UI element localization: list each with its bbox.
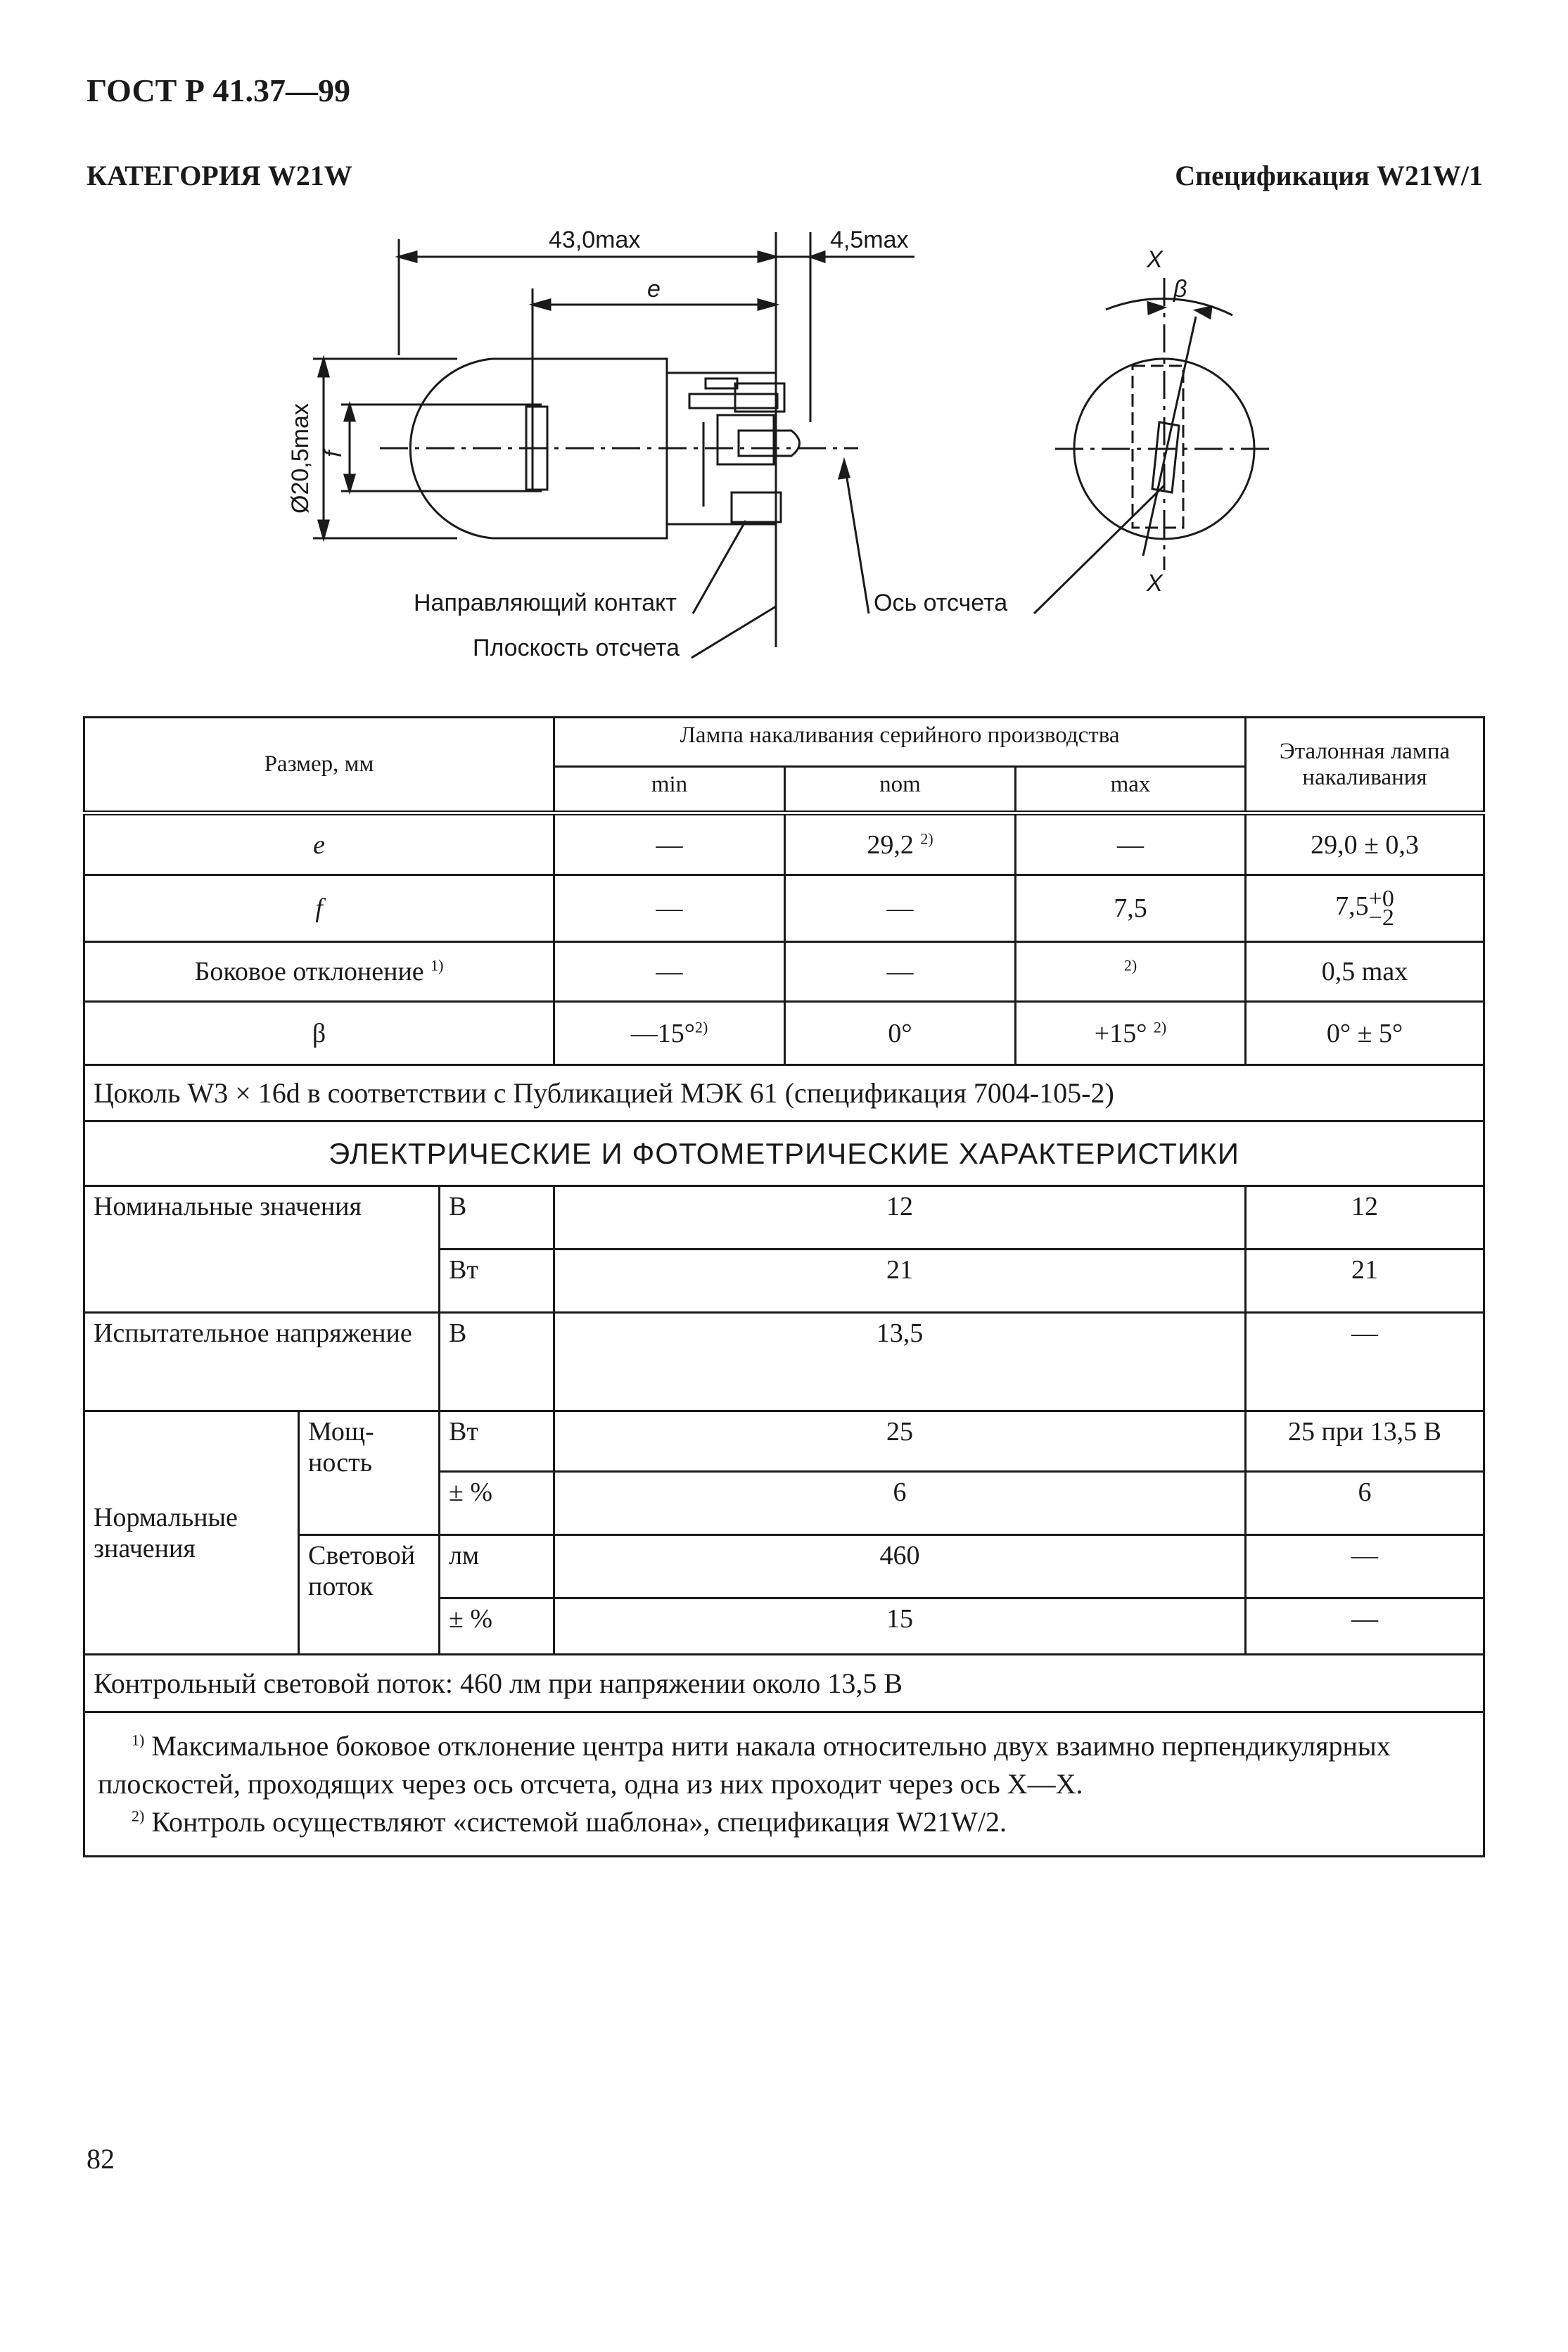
footnotes xyxy=(84,1712,1484,1857)
dim-diameter-label: Ø20,5max xyxy=(287,403,314,514)
test-voltage-etalon: — xyxy=(1246,1313,1484,1411)
flux-serial: 460 xyxy=(554,1535,1246,1598)
page-number: 82 xyxy=(87,2143,115,2175)
flux-tol-serial: 15 xyxy=(554,1598,1246,1655)
etalon-lamp-header: Эталонная лампа накаливания xyxy=(1246,718,1484,813)
row-beta-max: +15° $^{2)}$ xyxy=(1016,1002,1246,1065)
row-e-etalon: 29,0 ± 0,3 xyxy=(1246,813,1484,875)
max-header: max xyxy=(1016,767,1246,813)
power-unit: Вт xyxy=(440,1411,554,1472)
section-title: ЭЛЕКТРИЧЕСКИЕ И ФОТОМЕТРИЧЕСКИЕ ХАРАКТЕРИСТИКИ xyxy=(84,1121,1484,1186)
test-voltage-serial: 13,5 xyxy=(554,1313,1246,1411)
ref-plane-label: Плоскость отсчета xyxy=(473,635,680,661)
flux-label: Световой поток xyxy=(299,1535,440,1655)
power-serial: 25 xyxy=(554,1411,1246,1472)
test-voltage-unit: В xyxy=(440,1313,554,1411)
table-row xyxy=(84,875,1484,942)
nominal-unit-v: В xyxy=(440,1186,554,1250)
flux-etalon: — xyxy=(1246,1535,1484,1598)
dim-cap-label: 4,5max xyxy=(830,227,909,253)
control-flux-line: Контрольный световой поток: 460 лм при напряжении около 13,5 В xyxy=(84,1655,1484,1712)
lamp-drawing xyxy=(0,211,1568,689)
dim-length-label: 43,0max xyxy=(549,227,641,253)
power-tol-etalon: 6 xyxy=(1246,1472,1484,1535)
flux-tol-etalon: — xyxy=(1246,1598,1484,1655)
footnote-2: $^{2)}$ Контроль осуществляют «системой шаблона», спецификация W21W/2. xyxy=(132,1806,1007,1838)
nominal-label: Номинальные значения xyxy=(84,1186,440,1313)
power-tol-serial: 6 xyxy=(554,1472,1246,1535)
specification-table xyxy=(83,716,1485,1857)
serial-lamp-header: Лампа накаливания серийного производства xyxy=(554,718,1246,767)
row-lateral-nom: — xyxy=(785,942,1016,1002)
row-lateral-min: — xyxy=(554,942,785,1002)
nominal-serial-v: 12 xyxy=(554,1186,1246,1250)
row-beta-name: β xyxy=(84,1002,554,1065)
table-row xyxy=(84,1186,1484,1250)
nom-header: nom xyxy=(785,767,1016,813)
row-f-max: 7,5 xyxy=(1016,875,1246,942)
normal-label: Нормальные значения xyxy=(84,1411,299,1655)
row-lateral-max: 2) xyxy=(1016,942,1246,1002)
row-f-min: — xyxy=(554,875,785,942)
table-row xyxy=(84,1411,1484,1472)
axis-x-bottom-label: X xyxy=(1147,570,1163,597)
row-beta-nom: 0° xyxy=(785,1002,1016,1065)
row-f-nom: — xyxy=(785,875,1016,942)
flux-tol-unit: ± % xyxy=(440,1598,554,1655)
table-row xyxy=(84,1313,1484,1411)
table-row xyxy=(84,942,1484,1002)
row-beta-min: —15°$^{2)}$ xyxy=(554,1002,785,1065)
power-tol-unit: ± % xyxy=(440,1472,554,1535)
ref-axis-label: Ось отсчета xyxy=(874,590,1008,616)
power-etalon: 25 при 13,5 В xyxy=(1246,1411,1484,1472)
axis-x-top-label: X xyxy=(1147,246,1163,273)
specification-label: Спецификация W21W/1 xyxy=(1175,160,1483,191)
row-lateral-etalon: 0,5 max xyxy=(1246,942,1484,1002)
row-e-nom: 29,2 $^{2)}$ xyxy=(785,813,1016,875)
row-f-etalon: 7,5+0 −2 xyxy=(1246,875,1484,942)
nominal-etalon-v: 12 xyxy=(1246,1186,1484,1250)
min-header: min xyxy=(554,767,785,813)
beta-angle-label: β xyxy=(1173,276,1187,303)
power-label: Мощ-ность xyxy=(299,1411,440,1535)
size-header: Размер, мм xyxy=(84,718,554,813)
row-lateral-name: Боковое отклонение $^{1)}$ xyxy=(84,942,554,1002)
test-voltage-label: Испытательное напряжение xyxy=(84,1313,440,1411)
guide-contact-label: Направляющий контакт xyxy=(414,590,677,616)
row-e-min: — xyxy=(554,813,785,875)
dim-e-label: e xyxy=(647,276,661,303)
flux-unit: лм xyxy=(440,1535,554,1598)
row-f-name: f xyxy=(84,875,554,942)
dim-f-label: f xyxy=(320,450,347,457)
row-e-max: — xyxy=(1016,813,1246,875)
document-title: ГОСТ Р 41.37—99 xyxy=(87,72,350,108)
row-e-name: e xyxy=(84,813,554,875)
footnote-1: $^{1)}$ Максимальное боковое отклонение центра нити накала относительно двух взаимно перпендикулярных плоскостей, проходящих через ось отсчета, одна из них проходит через ось X—X. xyxy=(98,1730,1391,1800)
lamp-category: КАТЕГОРИЯ W21W xyxy=(87,160,352,191)
cap-type-line: Цоколь W3 × 16d в соответствии с Публикацией МЭК 61 (спецификация 7004-105-2) xyxy=(84,1065,1484,1121)
nominal-etalon-w: 21 xyxy=(1246,1250,1484,1313)
table-row xyxy=(84,813,1484,875)
nominal-serial-w: 21 xyxy=(554,1250,1246,1313)
table-row xyxy=(84,1002,1484,1065)
row-beta-etalon: 0° ± 5° xyxy=(1246,1002,1484,1065)
nominal-unit-w: Вт xyxy=(440,1250,554,1313)
